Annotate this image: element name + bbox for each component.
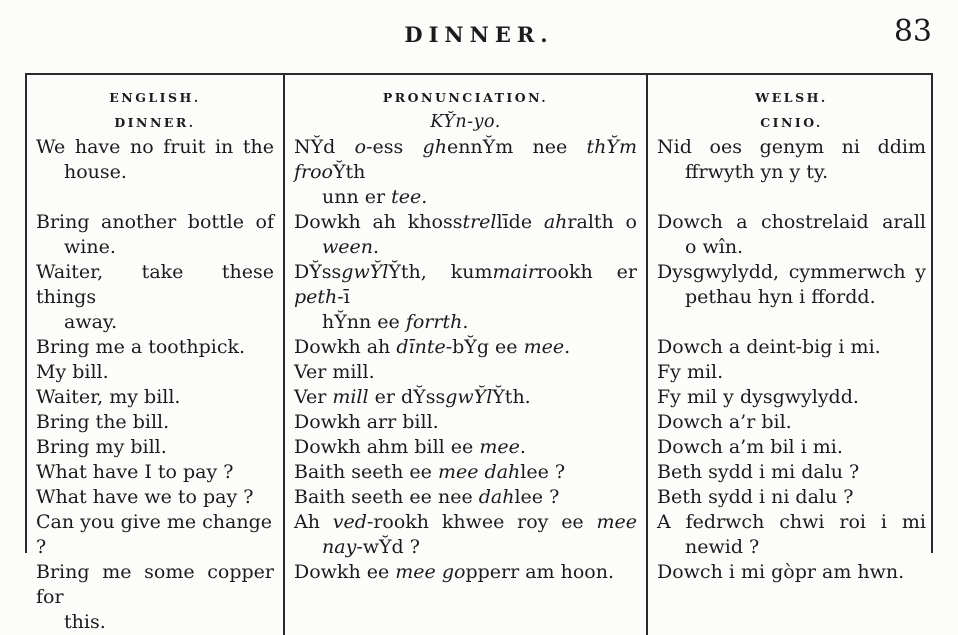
phrase-line: this.	[64, 611, 106, 633]
phrase-cell-welsh	[647, 360, 935, 385]
table-row	[27, 360, 935, 385]
phrase-line: Dowkh ee mee gopperr am hoon.	[294, 561, 614, 583]
phrase-line: My bill.	[36, 361, 109, 383]
phrase-line: We have no fruit in the	[36, 136, 274, 158]
phrase-cell-english	[27, 435, 284, 460]
phrase-cell-welsh	[647, 560, 935, 635]
table-row	[27, 385, 935, 410]
phrase-cell-welsh	[647, 135, 935, 210]
phrase-cell-welsh	[647, 335, 935, 360]
phrase-cell-pronunciation	[284, 510, 647, 560]
phrase-cell-welsh	[647, 385, 935, 410]
phrase-line: house.	[64, 161, 127, 183]
phrase-line: Bring another bottle of	[36, 211, 274, 233]
phrase-line: NY̆d o-ess ghennY̆m nee thY̆m frooY̆th	[294, 136, 637, 183]
phrase-cell-english	[27, 460, 284, 485]
phrase-line: Nid oes genym ni ddim	[657, 136, 926, 158]
phrase-cell-welsh	[647, 435, 935, 460]
phrase-rows	[27, 135, 935, 635]
phrase-line: Waiter, take these things	[36, 261, 274, 308]
phrase-line: newid ?	[685, 536, 760, 558]
phrase-line: Baith seeth ee nee dahlee ?	[294, 486, 560, 508]
phrase-cell-english	[27, 335, 284, 360]
phrase-cell-welsh	[647, 510, 935, 560]
column-header-english-label: ENGLISH.	[109, 90, 201, 105]
phrase-cell-english	[27, 260, 284, 335]
phrase-cell-english	[27, 385, 284, 410]
phrase-cell-english	[27, 560, 284, 635]
table-row	[27, 410, 935, 435]
phrase-line: away.	[64, 311, 118, 333]
phrase-line: unn er tee.	[322, 186, 428, 208]
phrase-line: Can you give me change ?	[36, 511, 272, 558]
phrase-cell-english	[27, 510, 284, 560]
phrase-line: Dowkh ahm bill ee mee.	[294, 436, 526, 458]
phrase-line: pethau hyn i ffordd.	[685, 286, 876, 308]
phrase-line: Waiter, my bill.	[36, 386, 181, 408]
page-number: 83	[893, 14, 932, 49]
phrase-line: Bring the bill.	[36, 411, 170, 433]
phrase-cell-pronunciation	[284, 135, 647, 210]
phrase-cell-pronunciation	[284, 360, 647, 385]
column-header-welsh-label: WELSH.	[755, 90, 828, 105]
phrase-line: Dowch a’m bil i mi.	[657, 436, 843, 458]
column-subheader-pronunciation: KY̆n-yo.	[430, 112, 501, 132]
table-row	[27, 560, 935, 635]
phrase-table	[27, 75, 935, 635]
phrase-line: Ah ved-rookh khwee roy ee mee	[294, 511, 637, 533]
phrase-line: Dowkh ah khosstrellīde ahralth o	[294, 211, 637, 233]
phrase-cell-welsh	[647, 485, 935, 510]
phrase-line: Beth sydd i ni dalu ?	[657, 486, 854, 508]
phrase-line: Dowch i mi gòpr am hwn.	[657, 561, 905, 583]
column-header-pronunciation-label: PRONUNCIATION.	[382, 90, 549, 105]
phrase-cell-welsh	[647, 210, 935, 260]
phrase-line: Dowch a deint-big i mi.	[657, 336, 881, 358]
column-subheader-english: DINNER.	[114, 115, 196, 130]
table-row	[27, 510, 935, 560]
phrase-line: Dowch a’r bil.	[657, 411, 792, 433]
phrase-cell-welsh	[647, 260, 935, 335]
table-row	[27, 210, 935, 260]
phrase-line: A fedrwch chwi roi i mi	[657, 511, 926, 533]
phrase-line: ween.	[322, 236, 380, 258]
phrase-cell-english	[27, 410, 284, 435]
table-row	[27, 435, 935, 460]
phrase-line: Bring me some copper for	[36, 561, 274, 608]
table-row	[27, 135, 935, 210]
phrase-line: Ver mill er dY̆ssgwY̆lY̆th.	[294, 386, 531, 408]
phrase-line: Bring my bill.	[36, 436, 167, 458]
phrase-cell-pronunciation	[284, 435, 647, 460]
phrase-line: o wîn.	[685, 236, 744, 258]
phrase-cell-pronunciation	[284, 560, 647, 635]
phrase-line: Dowkh arr bill.	[294, 411, 439, 433]
phrase-cell-english	[27, 485, 284, 510]
phrase-line: nay-wY̆d ?	[322, 536, 420, 558]
phrase-line: wine.	[64, 236, 116, 258]
phrase-table-frame	[25, 73, 933, 633]
column-subheader-welsh: CINIO.	[760, 115, 823, 130]
phrase-line: DY̆ssgwY̆lY̆th, kummairrookh er peth-ī	[294, 261, 637, 308]
phrase-line: Ver mill.	[294, 361, 375, 383]
column-header-pronunciation	[284, 75, 647, 135]
phrase-line: Dowkh ah dīnte-bY̆g ee mee.	[294, 336, 571, 358]
phrase-cell-pronunciation	[284, 460, 647, 485]
phrase-cell-english	[27, 135, 284, 210]
phrase-cell-english	[27, 210, 284, 260]
phrase-line: ffrwyth yn y ty.	[685, 161, 829, 183]
phrase-line: hY̆nn ee forrth.	[322, 311, 469, 333]
table-row	[27, 260, 935, 335]
table-row	[27, 335, 935, 360]
phrase-line: Fy mil y dysgwylydd.	[657, 386, 859, 408]
column-header-welsh	[647, 75, 935, 135]
phrase-line: Dysgwylydd, cymmerwch y	[657, 261, 926, 283]
phrase-line: Baith seeth ee mee dahlee ?	[294, 461, 566, 483]
phrase-line: Fy mil.	[657, 361, 724, 383]
header-row	[27, 75, 935, 135]
phrase-line: What have I to pay ?	[36, 461, 234, 483]
phrase-line: What have we to pay ?	[36, 486, 254, 508]
phrase-cell-english	[27, 360, 284, 385]
phrase-line: Dowch a chostrelaid arall	[657, 211, 926, 233]
phrase-line: Beth sydd i mi dalu ?	[657, 461, 860, 483]
phrase-cell-pronunciation	[284, 335, 647, 360]
column-header-english	[27, 75, 284, 135]
phrase-cell-pronunciation	[284, 485, 647, 510]
phrase-cell-pronunciation	[284, 410, 647, 435]
table-row	[27, 460, 935, 485]
running-head-title: DINNER.	[404, 22, 554, 47]
phrase-cell-pronunciation	[284, 260, 647, 335]
phrase-cell-welsh	[647, 410, 935, 435]
phrase-cell-pronunciation	[284, 385, 647, 410]
table-row	[27, 485, 935, 510]
phrase-line: Bring me a toothpick.	[36, 336, 246, 358]
phrase-cell-welsh	[647, 460, 935, 485]
phrase-cell-pronunciation	[284, 210, 647, 260]
